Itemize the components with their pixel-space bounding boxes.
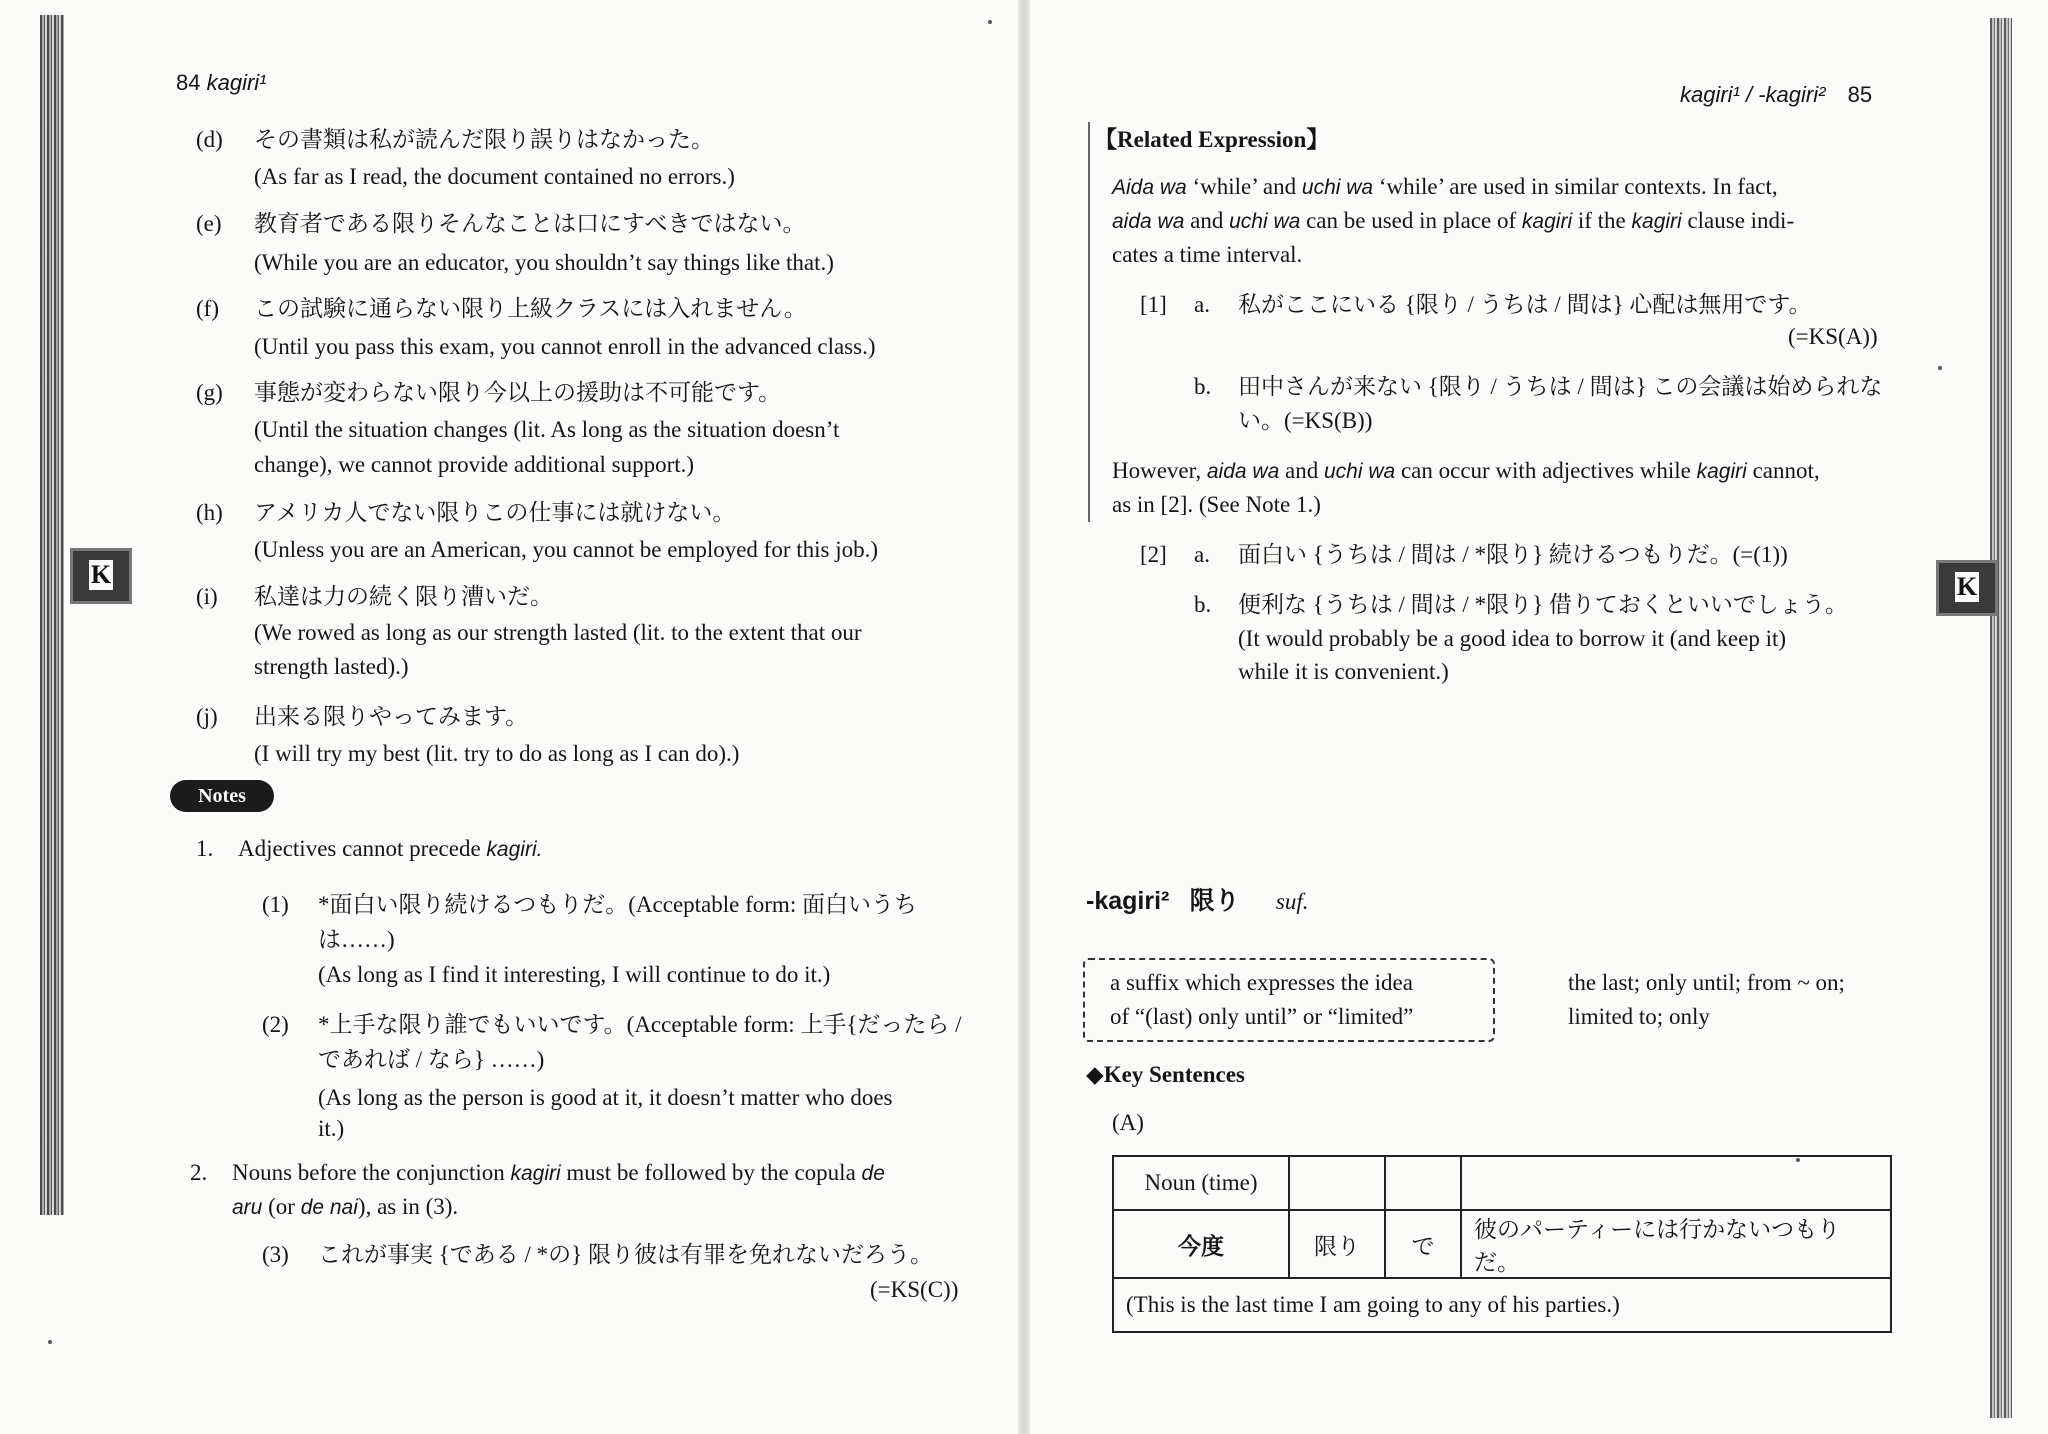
table-cell-noun: 今度 — [1113, 1210, 1289, 1278]
related-term: uchi wa — [1229, 210, 1301, 233]
related-paragraph-line — [1112, 172, 1778, 203]
note-text — [238, 834, 542, 865]
related-text: can be used in place of — [1300, 208, 1522, 233]
note-text-span: ), as in (3). — [357, 1194, 459, 1219]
related-example-japanese: 便利な {うちは / 間は / *限り} 借りておくといいでしょう。 — [1238, 592, 1848, 617]
left-page-edge — [40, 15, 64, 1215]
note-example-reference: (=KS(C)) — [870, 1277, 959, 1302]
table-cell-noun-time: Noun (time) — [1113, 1156, 1289, 1210]
gloss-line: the last; only until; from ~ on; — [1568, 970, 1845, 995]
table-row — [1113, 1278, 1891, 1332]
related-example-japanese: 面白い {うちは / 間は / *限り} 続けるつもりだ。(=(1)) — [1238, 542, 1788, 567]
example-translation: (I will try my best (lit. try to do as long as I can do).) — [254, 741, 740, 766]
related-term: kagiri — [1631, 210, 1682, 233]
note-text-span: must be followed by the copula — [566, 1160, 856, 1185]
note-text — [232, 1158, 885, 1189]
however-paragraph-line — [1112, 456, 1820, 487]
related-example-reference: (=KS(A)) — [1788, 324, 1878, 349]
note-example-label: (3) — [262, 1242, 289, 1267]
note-term: kagiri. — [486, 838, 543, 861]
tab-letter: K — [90, 560, 112, 589]
example-label: (g) — [196, 380, 223, 405]
table-cell-predicate: 彼のパーティーには行かないつもりだ。 — [1461, 1210, 1891, 1278]
related-text: and — [1184, 208, 1230, 233]
table-row — [1113, 1156, 1891, 1210]
however-term: aida wa — [1206, 460, 1280, 483]
example-japanese: 事態が変わらない限り今以上の援助は不可能です。 — [254, 380, 782, 405]
related-example-sub-label: a. — [1194, 542, 1210, 567]
however-text: cannot, — [1746, 458, 1820, 483]
however-text: can occur with adjectives while — [1395, 458, 1697, 483]
related-text: if the — [1572, 208, 1632, 233]
entry-japanese: 限り — [1189, 888, 1240, 915]
related-example-japanese-cont: い。(=KS(B)) — [1238, 408, 1373, 433]
thumb-index-tab-right — [1936, 560, 1998, 616]
related-example-sub-label: b. — [1194, 374, 1212, 399]
note-example-translation-cont: it.) — [318, 1116, 345, 1141]
note-example-japanese-cont: であれば / なら} ……) — [318, 1047, 545, 1072]
example-translation-cont: strength lasted).) — [254, 654, 409, 679]
example-label: (h) — [196, 500, 223, 525]
notes-heading: Notes — [170, 780, 274, 812]
gloss-line: limited to; only — [1568, 1004, 1710, 1029]
note-example-label: (2) — [262, 1012, 289, 1037]
note-number: 2. — [190, 1160, 208, 1185]
note-example-japanese: *面白い限り続けるつもりだ。(Acceptable form: 面白いうち — [318, 892, 917, 917]
however-paragraph-line: as in [2]. (See Note 1.) — [1112, 492, 1321, 517]
thumb-index-tab-left — [70, 548, 132, 604]
note-example-translation: (As long as the person is good at it, it doesn’t matter who does — [318, 1085, 893, 1110]
key-sentences-heading: ◆Key Sentences — [1086, 1062, 1245, 1087]
example-label: (d) — [196, 127, 223, 152]
definition-line: a suffix which expresses the idea — [1110, 970, 1413, 995]
example-japanese: この試験に通らない限り上級クラスには入れません。 — [254, 296, 807, 321]
example-translation: (We rowed as long as our strength lasted (lit. to the extent that our — [254, 620, 862, 645]
entry-headline — [1086, 886, 1308, 917]
table-cell-empty — [1461, 1156, 1891, 1210]
example-translation: (Unless you are an American, you cannot be employed for this job.) — [254, 537, 879, 562]
related-example-translation: (It would probably be a good idea to borrow it (and keep it) — [1238, 626, 1787, 651]
however-text: and — [1279, 458, 1324, 483]
related-text: cates a time interval. — [1112, 242, 1303, 267]
note-example-japanese-cont: は……) — [318, 927, 395, 952]
table-row — [1113, 1210, 1891, 1278]
related-term: aida wa — [1112, 210, 1185, 233]
example-japanese: その書類は私が読んだ限り誤りはなかった。 — [254, 127, 714, 152]
note-term: de — [861, 1162, 885, 1185]
left-page-number: 84 — [176, 70, 201, 95]
related-paragraph-line — [1112, 206, 1794, 237]
tab-letter: K — [1956, 572, 1978, 601]
note-text-cont — [232, 1192, 458, 1223]
example-translation: (Until the situation changes (lit. As long as the situation doesn’t — [254, 417, 840, 442]
scan-speck — [988, 20, 992, 24]
note-example-translation: (As long as I find it interesting, I will continue to do it.) — [318, 962, 831, 987]
note-term: de nai — [300, 1196, 358, 1219]
related-text: clause indi- — [1681, 208, 1795, 233]
note-example-label: (1) — [262, 892, 289, 917]
note-term: kagiri — [510, 1162, 561, 1185]
related-example-number: [1] — [1140, 292, 1167, 317]
related-text: ‘while’ and — [1186, 174, 1302, 199]
example-translation: (As far as I read, the document contained no errors.) — [254, 164, 735, 189]
example-translation-cont: change), we cannot provide additional support.) — [254, 452, 695, 477]
entry-part-of-speech: suf. — [1275, 889, 1309, 914]
related-term: uchi wa — [1301, 176, 1374, 199]
example-japanese: アメリカ人でない限りこの仕事には就けない。 — [254, 500, 736, 525]
right-page-number: 85 — [1847, 82, 1873, 107]
example-japanese: 教育者である限りそんなことは口にすべきではない。 — [254, 211, 806, 236]
related-example-japanese: 私がここにいる {限り / うちは / 間は} 心配は無用です。 — [1238, 292, 1812, 317]
however-term: uchi wa — [1323, 460, 1396, 483]
related-example-number: [2] — [1140, 542, 1167, 567]
example-japanese: 出来る限りやってみます。 — [254, 704, 529, 729]
table-cell-translation: (This is the last time I am going to any of his parties.) — [1113, 1278, 1891, 1332]
related-paragraph-line — [1112, 240, 1302, 270]
note-text-span: Adjectives cannot precede — [238, 836, 481, 861]
left-header-title: kagiri¹ — [206, 70, 267, 95]
right-header-title: kagiri¹ / -kagiri² — [1680, 82, 1826, 107]
related-example-translation-cont: while it is convenient.) — [1238, 659, 1449, 684]
related-term: kagiri — [1521, 210, 1573, 233]
related-example-sub-label: a. — [1194, 292, 1210, 317]
scan-speck — [1938, 366, 1942, 370]
right-running-head — [1680, 80, 1872, 110]
example-label: (i) — [196, 584, 218, 609]
example-label: (f) — [196, 296, 219, 321]
example-translation: (Until you pass this exam, you cannot enroll in the advanced class.) — [254, 334, 876, 359]
table-cell-kagiri: 限り — [1289, 1210, 1385, 1278]
table-cell-empty — [1385, 1156, 1461, 1210]
note-number: 1. — [196, 836, 214, 861]
related-example-sub-label: b. — [1194, 592, 1212, 617]
note-example-japanese: *上手な限り誰でもいいです。(Acceptable form: 上手{だったら / — [318, 1012, 962, 1037]
however-text: However, — [1112, 458, 1207, 483]
example-label: (j) — [196, 704, 218, 729]
related-text: ‘while’ are used in similar contexts. In fact, — [1373, 174, 1778, 199]
scan-speck — [1796, 1158, 1800, 1162]
definition-line: of “(last) only until” or “limited” — [1110, 1004, 1414, 1029]
note-text-span: Nouns before the conjunction — [232, 1160, 505, 1185]
table-cell-empty — [1289, 1156, 1385, 1210]
example-translation: (While you are an educator, you shouldn’t say things like that.) — [254, 250, 834, 275]
book-gutter — [1018, 0, 1030, 1434]
note-example-japanese: これが事実 {である / *の} 限り彼は有罪を免れないだろう。 — [318, 1242, 933, 1267]
scan-speck — [48, 1340, 52, 1344]
key-sentence-table — [1112, 1155, 1892, 1333]
related-term: Aida wa — [1112, 176, 1187, 199]
left-running-head — [176, 68, 267, 98]
key-sentence-label: (A) — [1112, 1110, 1144, 1135]
right-page-edge — [1990, 18, 2012, 1418]
note-text-span: (or — [268, 1194, 295, 1219]
however-term: kagiri — [1696, 460, 1747, 483]
table-cell-particle: で — [1385, 1210, 1461, 1278]
note-term: aru — [232, 1196, 263, 1219]
related-example-japanese: 田中さんが来ない {限り / うちは / 間は} この会議は始められな — [1238, 374, 1883, 399]
related-expression-heading: 【Related Expression】 — [1094, 127, 1330, 152]
entry-headword: -kagiri² — [1086, 887, 1170, 915]
example-japanese: 私達は力の続く限り漕いだ。 — [254, 584, 553, 609]
related-side-rule — [1088, 122, 1093, 522]
example-label: (e) — [196, 211, 222, 236]
